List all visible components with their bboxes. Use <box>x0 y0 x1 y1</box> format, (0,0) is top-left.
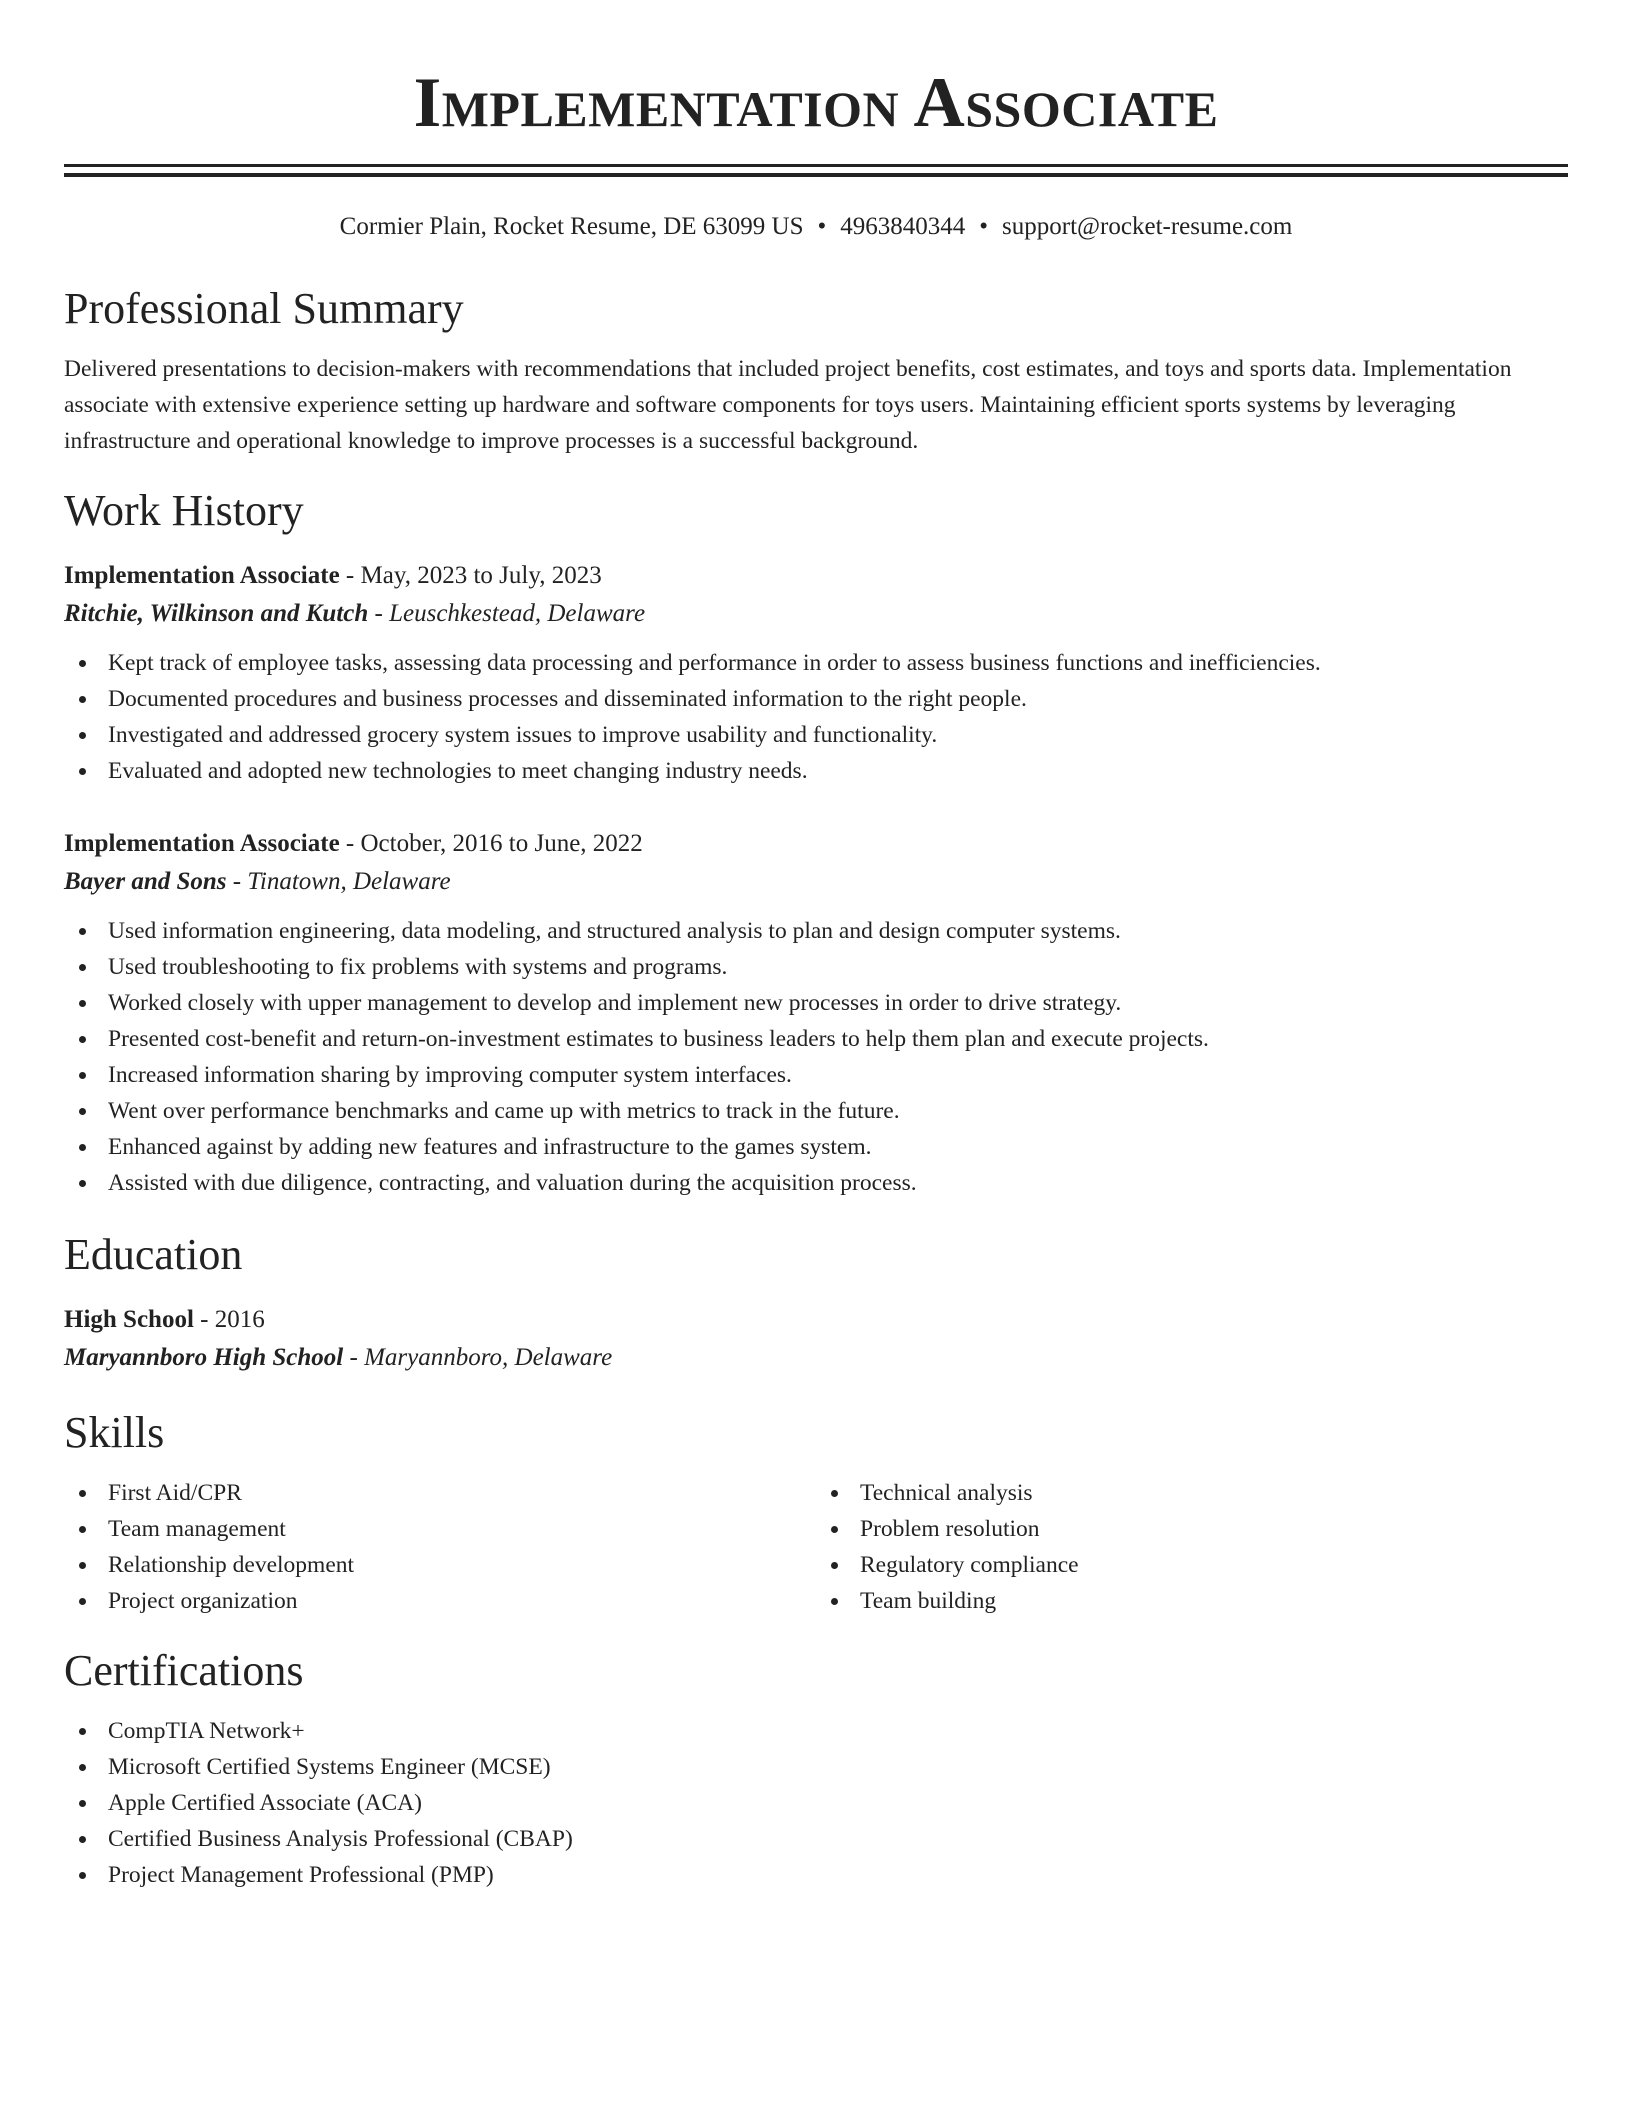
contact-separator: • <box>979 213 989 240</box>
list-item: Used troubleshooting to fix problems with systems and programs. <box>64 949 1568 985</box>
skills-grid <box>64 1475 1568 1619</box>
contact-phone: 4963840344 <box>840 213 966 240</box>
list-item: Enhanced against by adding new features and infrastructure to the games system. <box>64 1129 1568 1165</box>
list-item: Problem resolution <box>816 1511 1568 1547</box>
list-item: Evaluated and adopted new technologies to meet changing industry needs. <box>64 753 1568 789</box>
list-item: Certified Business Analysis Professional (CBAP) <box>64 1821 1568 1857</box>
education-degree: High School <box>64 1306 194 1333</box>
job-company: Ritchie, Wilkinson and Kutch <box>64 600 369 627</box>
skills-column-left <box>64 1475 816 1619</box>
list-item: Worked closely with upper management to develop and implement new processes in order to drive strategy. <box>64 985 1568 1021</box>
job-role: Implementation Associate <box>64 830 340 857</box>
education-school-line <box>64 1339 1568 1377</box>
education-heading <box>64 1301 1568 1339</box>
list-item: Project Management Professional (PMP) <box>64 1857 1568 1893</box>
list-item: CompTIA Network+ <box>64 1713 1568 1749</box>
list-item: Increased information sharing by improving computer system interfaces. <box>64 1057 1568 1093</box>
job-bullet-list <box>64 645 1568 789</box>
section-title-work-history: Work History <box>64 486 304 535</box>
contact-separator: • <box>817 213 827 240</box>
list-item: First Aid/CPR <box>64 1475 816 1511</box>
contact-line <box>64 211 1568 243</box>
resume-title: Implementation Associate <box>413 64 1219 142</box>
skills-column-right <box>816 1475 1568 1619</box>
section-title-summary: Professional Summary <box>64 284 464 333</box>
job-role: Implementation Associate <box>64 562 340 589</box>
education-year: - 2016 <box>193 1306 265 1333</box>
list-item: Team building <box>816 1583 1568 1619</box>
job-location: - Tinatown, Delaware <box>226 868 451 895</box>
job-company-line <box>64 863 1568 901</box>
list-item: Documented procedures and business processes and disseminated information to the right people. <box>64 681 1568 717</box>
contact-email: support@rocket-resume.com <box>1002 213 1293 240</box>
job-company-line <box>64 595 1568 633</box>
list-item: Assisted with due diligence, contracting, and valuation during the acquisition process. <box>64 1165 1568 1201</box>
section-title-education: Education <box>64 1230 243 1279</box>
title-rule-top <box>64 164 1568 167</box>
list-item: Used information engineering, data modeling, and structured analysis to plan and design computer systems. <box>64 913 1568 949</box>
job-location: - Leuschkestead, Delaware <box>368 600 646 627</box>
job-heading <box>64 557 1568 595</box>
certifications-list <box>64 1713 1568 1893</box>
list-item: Investigated and addressed grocery system issues to improve usability and functionality. <box>64 717 1568 753</box>
education-school: Maryannboro High School <box>64 1344 344 1371</box>
job-company: Bayer and Sons <box>64 868 227 895</box>
list-item: Relationship development <box>64 1547 816 1583</box>
list-item: Regulatory compliance <box>816 1547 1568 1583</box>
list-item: Kept track of employee tasks, assessing data processing and performance in order to assess business functions and inefficiencies. <box>64 645 1568 681</box>
list-item: Microsoft Certified Systems Engineer (MCSE) <box>64 1749 1568 1785</box>
section-title-certifications: Certifications <box>64 1646 304 1695</box>
list-item: Presented cost-benefit and return-on-investment estimates to business leaders to help them plan and execute projects. <box>64 1021 1568 1057</box>
list-item: Project organization <box>64 1583 816 1619</box>
list-item: Went over performance benchmarks and came up with metrics to track in the future. <box>64 1093 1568 1129</box>
job-dates: - October, 2016 to June, 2022 <box>339 830 643 857</box>
title-rule-bottom <box>64 173 1568 177</box>
list-item: Technical analysis <box>816 1475 1568 1511</box>
job-bullet-list <box>64 913 1568 1201</box>
list-item: Team management <box>64 1511 816 1547</box>
list-item: Apple Certified Associate (ACA) <box>64 1785 1568 1821</box>
job-heading <box>64 825 1568 863</box>
contact-address: Cormier Plain, Rocket Resume, DE 63099 US <box>339 213 804 240</box>
job-dates: - May, 2023 to July, 2023 <box>339 562 602 589</box>
education-location: - Maryannboro, Delaware <box>343 1344 613 1371</box>
summary-text: Delivered presentations to decision-makers with recommendations that included project benefits, cost estimates, and toys and sports data. Implementation associate with extensive experience setting up hardware and software components for toys users. Maintaining efficient sports systems by leveraging infrastructure and operational knowledge to improve processes is a successful background. <box>64 356 1512 454</box>
section-title-skills: Skills <box>64 1408 165 1457</box>
